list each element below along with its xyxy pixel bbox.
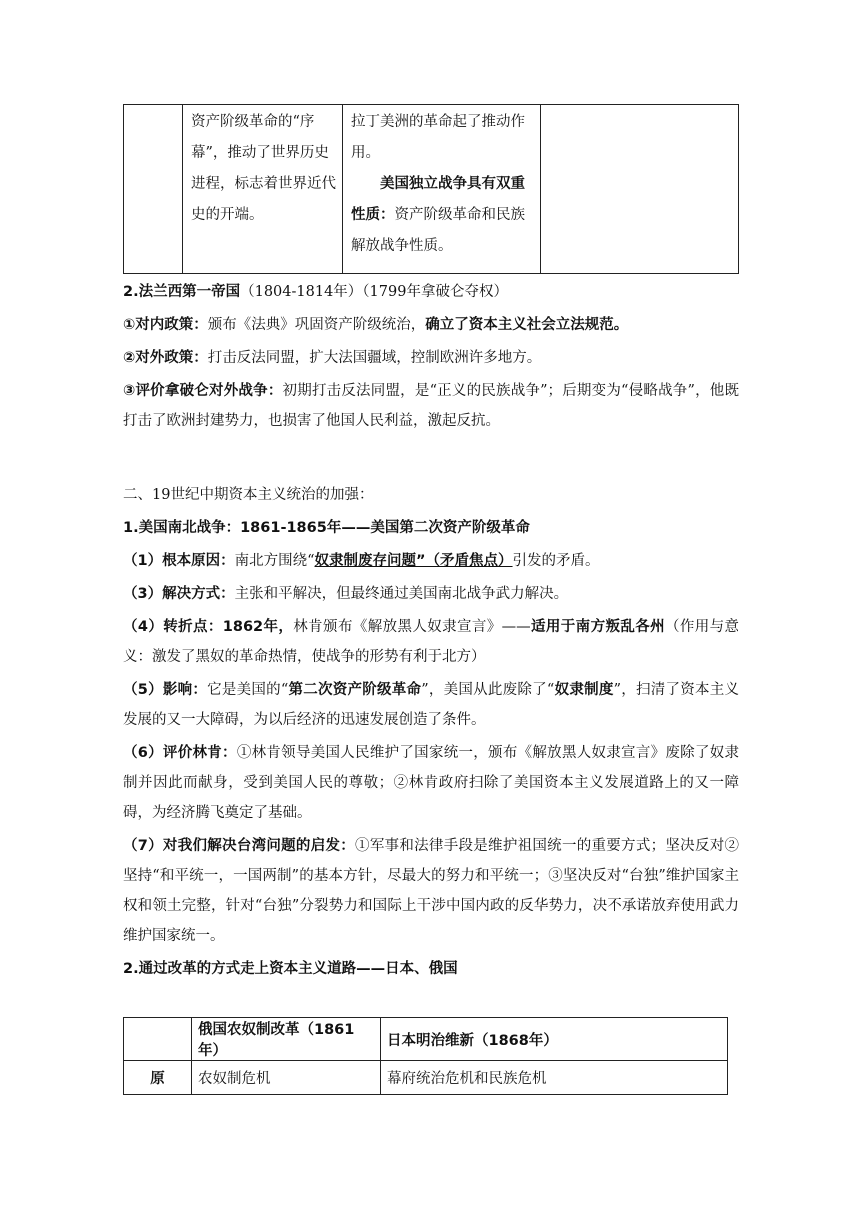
- title-rest: （1804-1814年）（1799年拿破仑夺权）: [240, 284, 508, 300]
- list-item: [123, 376, 739, 436]
- table-cell: 农奴制危机: [192, 1061, 381, 1095]
- list-item: [123, 546, 739, 576]
- item-text: 引发的矛盾。: [512, 553, 600, 569]
- item-label: ③评价拿破仑对外战争：: [123, 383, 283, 399]
- item-text: 主张和平解决，但最终通过美国南北战争武力解决。: [234, 586, 569, 602]
- item-label: （5）影响：: [123, 682, 208, 698]
- list-item: [123, 831, 739, 951]
- item-text: 初期打击反法同盟，是“正义的民族战争”；后期变为“侵略战争”，他既打击了欧洲封建势力，也损害了他国人民利益，激起反抗。: [123, 383, 740, 429]
- item-bold: 确立了资本主义社会立法规范。: [425, 317, 629, 333]
- cell-text: [351, 169, 532, 262]
- item-label: （3）解决方式：: [123, 586, 235, 602]
- section-heading: 二、19世纪中期资本主义统治的加强：: [123, 487, 374, 503]
- cell-text: 拉丁美洲的革命起了推动作用。: [351, 114, 525, 161]
- list-item: [123, 343, 739, 373]
- item-year: 1862年，: [222, 619, 294, 635]
- title-bold: 2.法兰西第一帝国: [123, 284, 241, 300]
- item-text: 林肯颁布《解放黑人奴隶宣言》——: [293, 619, 531, 635]
- item-label: （7）对我们解决台湾问题的启发：: [123, 838, 356, 854]
- item-text: ”，扫清了资本主义发展的又一大障碍，为以后经济的迅速发展创造了条件。: [123, 682, 740, 728]
- item-label: ①对内政策：: [123, 317, 208, 333]
- item-text: ①军事和法律手段是维护祖国统一的重要方式；坚决反对②坚持“和平统一，一国两制”的基本方针，尽最大的努力和平统一；③坚决反对“台独”维护国家主权和领土完整，针对“台独”分裂势力和国际上干涉中国内政的反华势力，决不承诺放弃使用武力维护国家统一。: [123, 838, 739, 944]
- item-label: ②对外政策：: [123, 350, 208, 366]
- table-header-row: [124, 1018, 728, 1061]
- list-item: [123, 738, 739, 828]
- table-cell: 原: [124, 1061, 192, 1095]
- item-underline: 奴隶制废存问题”（矛盾焦点）: [314, 553, 513, 569]
- subsection-title: 2.通过改革的方式走上资本主义道路——日本、俄国: [123, 961, 458, 977]
- item-text: 打击反法同盟，扩大法国疆域，控制欧洲许多地方。: [207, 350, 542, 366]
- section-two: [123, 480, 739, 984]
- table-row: [124, 105, 739, 274]
- item-label: （1）根本原因：: [123, 553, 235, 569]
- table-cell-empty: [124, 105, 183, 274]
- reform-comparison-table: [123, 1017, 728, 1095]
- text: 资产阶级革命和民族解放战争性质。: [351, 207, 525, 254]
- table-row: [124, 1061, 728, 1095]
- item-bold: 奴隶制度: [554, 682, 614, 698]
- previous-comparison-table: [123, 104, 739, 274]
- bold-text: 美国独立战争具有双重性质：: [351, 176, 525, 223]
- list-item: [123, 579, 739, 609]
- table-cell-impact: [343, 105, 541, 274]
- item-label: （6）评价林肯：: [123, 745, 237, 761]
- list-item: [123, 612, 739, 672]
- table-cell: 幕府统治危机和民族危机: [381, 1061, 728, 1095]
- item-text: 它是美国的“: [207, 682, 289, 698]
- item-bold: 适用于南方叛乱各州: [530, 619, 665, 635]
- table-header: 俄国农奴制改革（1861年）: [192, 1018, 381, 1061]
- section-title: [123, 277, 739, 307]
- item-text: 颁布《法典》巩固资产阶级统治，: [207, 317, 426, 333]
- item-text: （作用与意义：激发了黑奴的革命热情，使战争的形势有利于北方）: [123, 619, 740, 665]
- subsection-title: 1.美国南北战争：1861-1865年——美国第二次资产阶级革命: [123, 520, 530, 536]
- table-cell-empty: [541, 105, 739, 274]
- cell-text: 资产阶级革命的“序幕”，推动了世界历史进程，标志着世界近代史的开端。: [191, 114, 336, 223]
- list-item: [123, 675, 739, 735]
- item-label: （4）转折点：: [123, 619, 223, 635]
- item-text: ”，美国从此废除了“: [421, 682, 555, 698]
- item-bold: 第二次资产阶级革命: [288, 682, 422, 698]
- france-section: [123, 277, 739, 436]
- list-item: [123, 310, 739, 340]
- table-cell-significance: [183, 105, 343, 274]
- item-text: 南北方围绕“: [234, 553, 315, 569]
- table-header: [124, 1018, 192, 1061]
- item-text: ①林肯领导美国人民维护了国家统一，颁布《解放黑人奴隶宣言》废除了奴隶制并因此而献身，受到美国人民的尊敬；②林肯政府扫除了美国资本主义发展道路上的又一障碍，为经济腾飞奠定了基础。: [123, 745, 740, 821]
- table-header: 日本明治维新（1868年）: [381, 1018, 728, 1061]
